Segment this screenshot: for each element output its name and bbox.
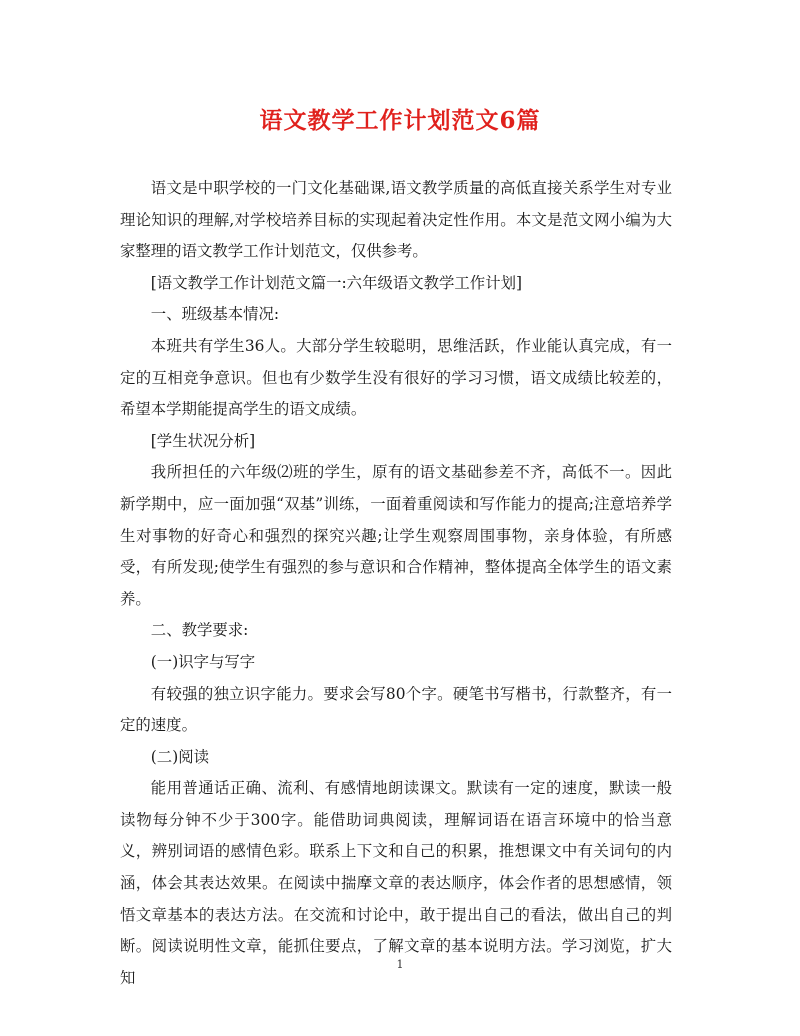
paragraph-student-analysis: 我所担任的六年级⑵班的学生，原有的语文基础参差不齐，高低不一。因此新学期中，应一面加强“双基”训练，一面着重阅读和写作能力的提高;注意培养学生对事物的好奇心和强烈的探究兴趣;让学生观察周围事物，亲身体验，有所感受，有所发现;使学生有强烈的参与意识和合作精神，整体提高全体学生的语文素养。 <box>120 463 672 608</box>
paragraph-class-info: 本班共有学生36人。大部分学生较聪明，思维活跃，作业能认真完成，有一定的互相竞争意识。但也有少数学生没有很好的学习习惯，语文成绩比较差的，希望本学期能提高学生的语文成绩。 <box>120 336 672 419</box>
paragraph-literacy-heading: (一)识字与写字 <box>150 652 256 671</box>
paragraph-student-analysis-heading: [学生状况分析] <box>150 431 256 450</box>
paragraph-class-info-heading: 一、班级基本情况: <box>150 305 280 324</box>
paragraph-intro: 语文是中职学校的一门文化基础课,语文教学质量的高低直接关系学生对专业理论知识的理解,对学校培养目标的实现起着决定性作用。本文是范文网小编为大家整理的语文教学工作计划范文，仅供参考。 <box>120 179 672 261</box>
paragraph-section-heading: [语文教学工作计划范文篇一:六年级语文教学工作计划] <box>150 273 522 292</box>
paragraph-teaching-requirements-heading: 二、教学要求: <box>150 621 249 640</box>
document-title: 语文教学工作计划范文6篇 <box>259 107 541 134</box>
paragraph-reading-heading: (二)阅读 <box>150 747 209 766</box>
document-body <box>120 173 672 994</box>
paragraph-literacy: 有较强的独立识字能力。要求会写80个字。硬笔书写楷书，行款整齐，有一定的速度。 <box>120 684 672 735</box>
paragraph-reading: 能用普通话正确、流利、有感情地朗读课文。默读有一定的速度，默读一般读物每分钟不少于300字。能借助词典阅读，理解词语在语言环境中的恰当意义，辨别词语的感情色彩。联系上下文和自己的积累，推想课文中有关词句的内涵，体会其表达效果。在阅读中揣摩文章的表达顺序，体会作者的思想感情，领悟文章基本的表达方法。在交流和讨论中，敢于提出自己的看法，做出自己的判断。阅读说明性文章，能抓住要点，了解文章的基本说明方法。学习浏览，扩大知 <box>120 779 672 987</box>
page-number: 1 <box>396 958 404 971</box>
